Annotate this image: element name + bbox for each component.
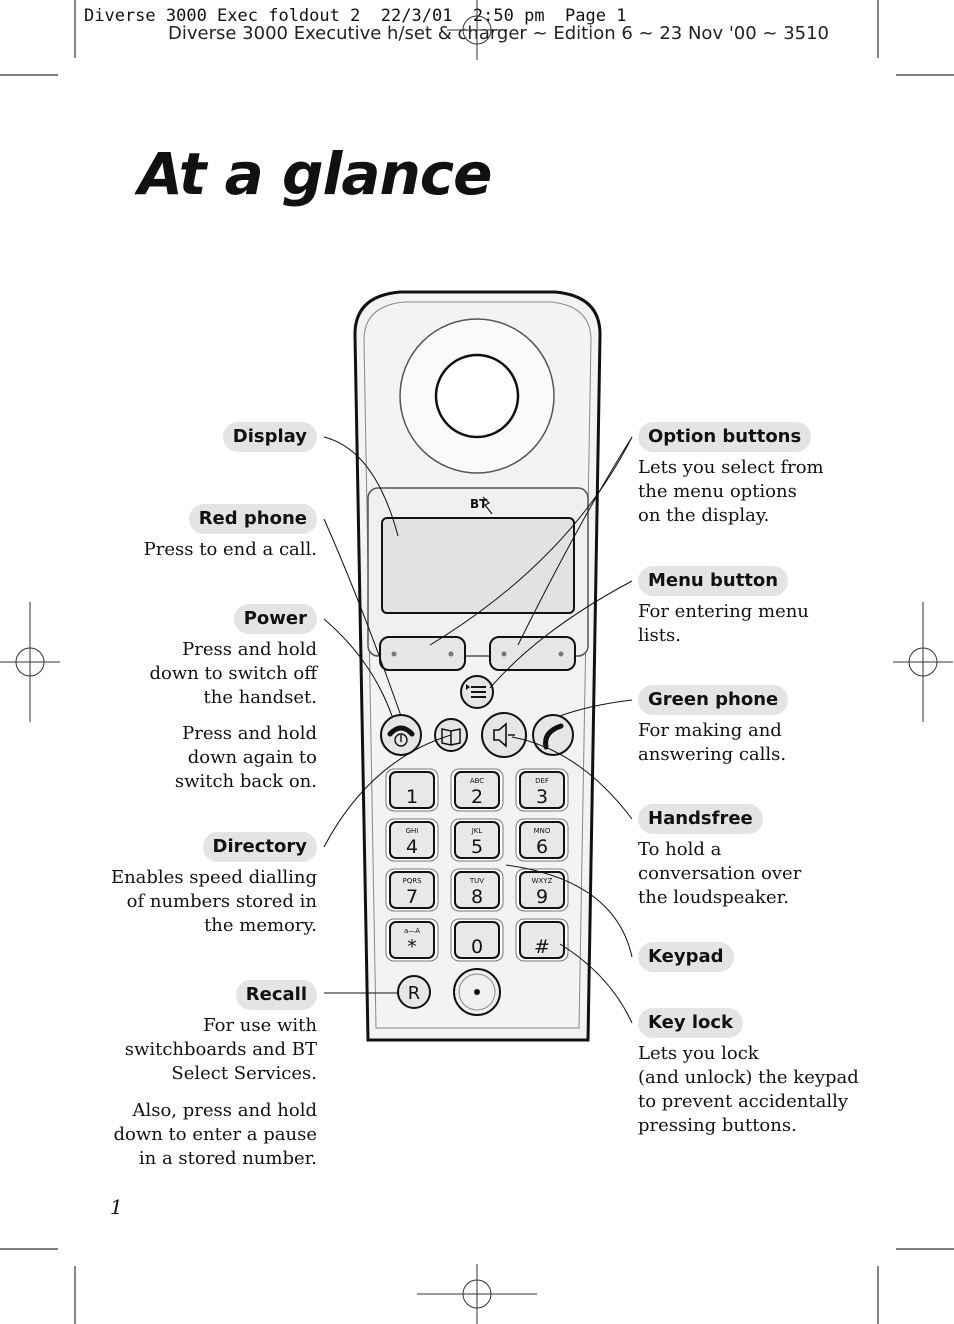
callout-option-buttons-desc: Lets you select from the menu options on the display. (638, 457, 824, 526)
keypad-key-digit: 4 (405, 836, 419, 858)
callout-display-label: Display (223, 422, 317, 452)
callout-recall-desc-2: Also, press and hold down to enter a pause in a stored number. (113, 1100, 317, 1169)
keypad-key-digit: 3 (535, 786, 549, 808)
keypad-key-letters: MNO (533, 827, 551, 835)
callout-key-lock-desc: Lets you lock (and unlock) the keypad to prevent accidentally pressing buttons. (638, 1043, 859, 1136)
print-slug-line-2: Diverse 3000 Executive h/set & charger ~ Edition 6 ~ 23 Nov '00 ~ 3510 (168, 23, 829, 44)
keypad-key[interactable] (516, 919, 568, 961)
keypad-key-letters: PQRS (402, 877, 422, 885)
keypad-key[interactable] (451, 769, 503, 811)
keypad-key-digit: 7 (405, 886, 419, 908)
bt-logo: BT (470, 497, 488, 511)
menu-button (461, 676, 493, 708)
callout-green-phone-label: Green phone (638, 685, 788, 715)
keypad-key[interactable] (516, 819, 568, 861)
callout-directory-desc: Enables speed dialling of numbers stored in the memory. (110, 867, 317, 936)
keypad-key[interactable] (451, 819, 503, 861)
keypad-key-digit: * (407, 936, 417, 958)
keypad-key-letters: DEF (535, 777, 549, 785)
keypad-key-letters: a—A (403, 927, 421, 935)
callout-power-desc-2: Press and hold down again to switch back on. (174, 723, 317, 792)
keypad-key-digit: 6 (535, 836, 549, 858)
callout-green-phone-desc: For making and answering calls. (638, 720, 787, 765)
keypad-key-digit: 2 (470, 786, 484, 808)
keypad-key-letters: WXYZ (531, 877, 553, 885)
earpiece (400, 319, 554, 473)
callout-recall-label: Recall (236, 980, 317, 1010)
keypad-key-digit: 9 (535, 886, 549, 908)
navigation-button (454, 969, 500, 1015)
print-slug-line-1: Diverse 3000 Exec foldout 2 22/3/01 2:50 pm Page 1 (84, 6, 627, 26)
callout-handsfree-desc: To hold a conversation over the loudspeaker. (638, 839, 802, 908)
callout-keypad-label: Keypad (638, 942, 734, 972)
keypad-key-digit: 0 (470, 936, 484, 958)
keypad-key[interactable] (516, 869, 568, 911)
callout-option-buttons-label: Option buttons (638, 422, 811, 452)
recall-key-label: R (407, 983, 421, 1004)
red-phone-button (381, 715, 421, 755)
keypad-key-letters: TUV (469, 877, 485, 885)
callout-red-phone-label: Red phone (189, 504, 317, 534)
callout-red-phone-desc: Press to end a call. (143, 539, 317, 560)
green-phone-button (533, 715, 573, 755)
keypad-key[interactable] (386, 819, 438, 861)
keypad-key[interactable] (386, 869, 438, 911)
keypad-key[interactable] (386, 919, 438, 961)
keypad-key[interactable] (451, 869, 503, 911)
keypad-key[interactable] (451, 919, 503, 961)
keypad-key-digit: 5 (470, 836, 484, 858)
callout-menu-button-desc: For entering menu lists. (638, 601, 809, 646)
callout-handsfree-label: Handsfree (638, 804, 763, 834)
keypad-key-letters: GHI (405, 827, 419, 835)
keypad-key-digit: # (534, 936, 550, 958)
callout-power-desc: Press and hold down to switch off the handset. (149, 639, 317, 708)
page-number: 1 (110, 1195, 123, 1219)
keypad-key-letters: ABC (469, 777, 485, 785)
callout-directory-label: Directory (203, 832, 317, 862)
callout-power-label: Power (234, 604, 317, 634)
keypad-key-digit: 8 (470, 886, 484, 908)
handsfree-button (482, 713, 526, 757)
callout-key-lock-label: Key lock (638, 1008, 743, 1038)
page-title: At a glance (138, 140, 492, 208)
keypad-key-letters: JKL (471, 827, 483, 835)
callout-recall-desc: For use with switchboards and BT Select Services. (124, 1015, 317, 1084)
keypad-key-digit: 1 (405, 786, 419, 808)
keypad-key[interactable] (516, 769, 568, 811)
recall-button (398, 976, 430, 1008)
keypad-key[interactable] (386, 769, 438, 811)
callout-menu-button-label: Menu button (638, 566, 788, 596)
